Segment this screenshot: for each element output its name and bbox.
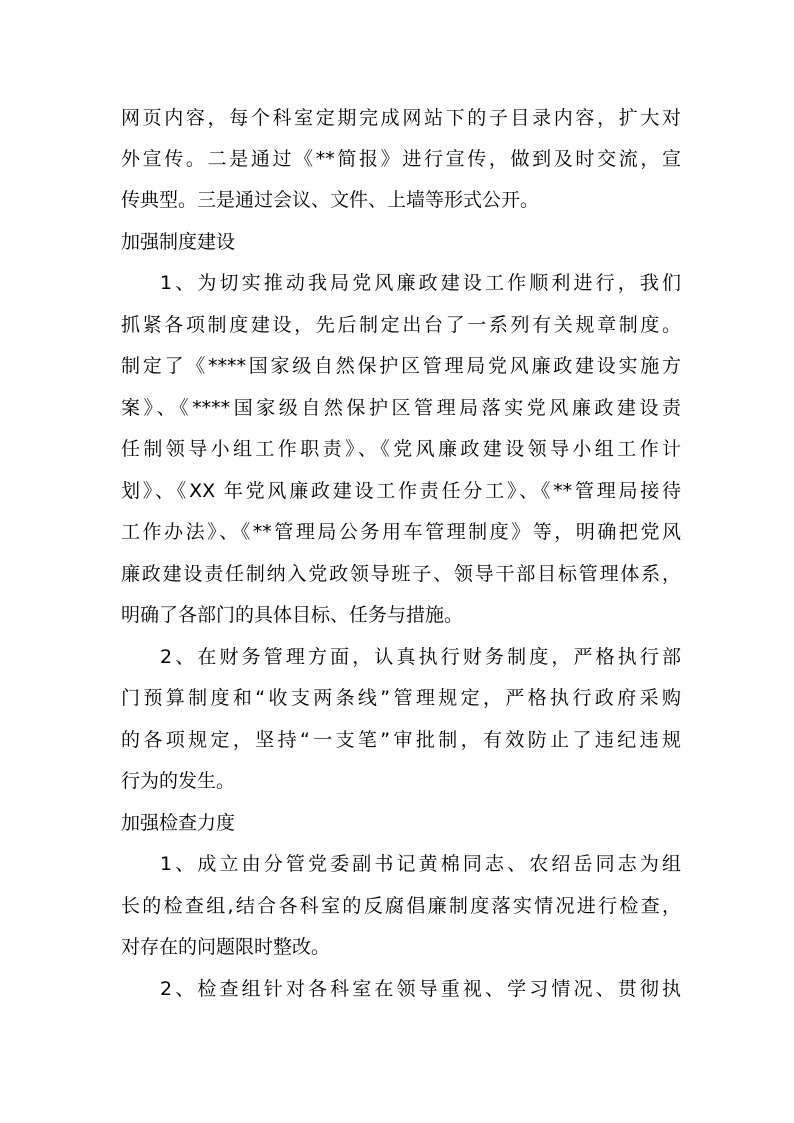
section-heading: 加强制度建设 <box>121 231 236 253</box>
body-text-line: 廉政建设责任制纳入党政领导班子、领导干部目标管理体系， <box>121 563 681 585</box>
body-text-line: 2、在财务管理方面，认真执行财务制度，严格执行部 <box>160 646 681 668</box>
body-text-line: 明确了各部门的具体目标、任务与措施。 <box>121 604 464 626</box>
body-text-line: 长的检查组,结合各科室的反腐倡廉制度落实情况进行检查， <box>121 895 681 917</box>
body-text-line: 1、成立由分管党委副书记黄棉同志、农绍岳同志为组 <box>160 853 681 875</box>
body-text-line: 外宣传。二是通过《**简报》进行宣传，做到及时交流，宣 <box>121 148 681 170</box>
body-text-line: 1、为切实推动我局党风廉政建设工作顺利进行，我们 <box>160 272 681 294</box>
body-text-line: 对存在的问题限时整改。 <box>121 936 331 958</box>
body-text-line: 传典型。三是通过会议、文件、上墙等形式公开。 <box>121 189 540 211</box>
body-text-line: 2、检查组针对各科室在领导重视、学习情况、贯彻执 <box>160 978 681 1000</box>
body-text-line: 门预算制度和“收支两条线”管理规定，严格执行政府采购 <box>121 687 681 709</box>
body-text-line: 案》、《****国家级自然保护区管理局落实党风廉政建设责 <box>121 397 681 419</box>
body-text-line: 行为的发生。 <box>121 770 236 792</box>
section-heading: 加强检查力度 <box>121 812 236 834</box>
body-text-line: 网页内容，每个科室定期完成网站下的子目录内容，扩大对 <box>121 107 681 129</box>
body-text-line: 划》、《XX 年党风廉政建设工作责任分工》、《**管理局接待 <box>121 480 681 502</box>
body-text-line: 的各项规定，坚持“一支笔”审批制，有效防止了违纪违规 <box>121 729 681 751</box>
body-text-line: 任制领导小组工作职责》、《党风廉政建设领导小组工作计 <box>121 438 681 460</box>
body-text-line: 抓紧各项制度建设，先后制定出台了一系列有关规章制度。 <box>121 314 681 336</box>
body-text-line: 工作办法》、《**管理局公务用车管理制度》等，明确把党风 <box>121 521 681 543</box>
body-text-line: 制定了《****国家级自然保护区管理局党风廉政建设实施方 <box>121 355 681 377</box>
